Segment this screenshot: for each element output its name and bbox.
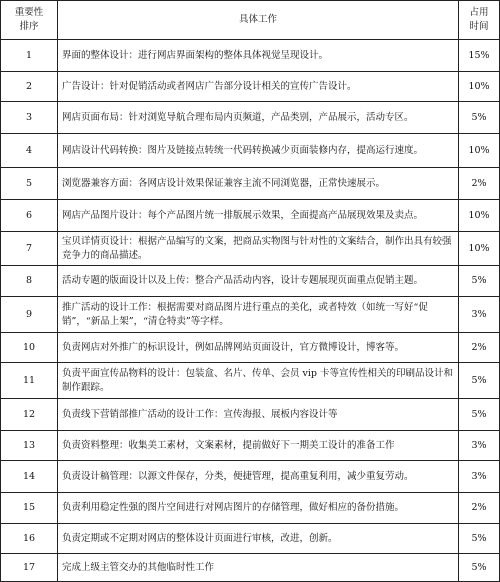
rank-cell: 1: [1, 40, 58, 72]
table-row: [1, 134, 500, 168]
header-time-line2: 时间: [469, 21, 489, 32]
rank-cell: 7: [1, 232, 58, 266]
table-row: [1, 168, 500, 200]
time-cell: 10%: [459, 200, 500, 232]
table-row: [1, 200, 500, 232]
time-cell: 5%: [459, 363, 500, 399]
rank-cell: 3: [1, 102, 58, 134]
time-cell: 10%: [459, 72, 500, 102]
table-row: [1, 232, 500, 266]
time-cell: 3%: [459, 461, 500, 493]
work-cell: 宝贝详情页设计：根据产品编写的文案，把商品实物图与针对性的文案结合，制作出具有较强竞争力的商品描述。: [58, 232, 459, 266]
time-cell: 5%: [459, 524, 500, 554]
rank-cell: 8: [1, 266, 58, 297]
header-rank: [1, 1, 58, 40]
rank-cell: 4: [1, 134, 58, 168]
time-cell: 10%: [459, 134, 500, 168]
work-cell: 网店页面布局：针对浏览导航合理布局内页频道，产品类别，产品展示，活动专区。: [58, 102, 459, 134]
work-cell: 负责定期或不定期对网店的整体设计页面进行审核，改进，创新。: [58, 524, 459, 554]
rank-cell: 2: [1, 72, 58, 102]
rank-cell: 16: [1, 524, 58, 554]
table-row: [1, 40, 500, 72]
rank-cell: 17: [1, 554, 58, 582]
table-row: [1, 554, 500, 582]
rank-cell: 9: [1, 297, 58, 333]
rank-cell: 11: [1, 363, 58, 399]
table-row: [1, 297, 500, 333]
work-cell: 负责设计稿管理：以源文件保存，分类，便捷管理，提高重复利用，减少重复劳动。: [58, 461, 459, 493]
work-cell: 负责利用稳定性强的图片空间进行对网店图片的存储管理，做好相应的备份措施。: [58, 493, 459, 524]
time-cell: 3%: [459, 431, 500, 461]
rank-cell: 10: [1, 333, 58, 363]
time-cell: 2%: [459, 168, 500, 200]
table-row: [1, 399, 500, 431]
table-body: [1, 40, 500, 582]
work-cell: 浏览器兼容方面：各网店设计效果保证兼容主流不同浏览器，正常快速展示。: [58, 168, 459, 200]
time-cell: 10%: [459, 232, 500, 266]
rank-cell: 14: [1, 461, 58, 493]
work-cell: 推广活动的设计工作：根据需要对商品图片进行重点的美化，或者特效（如统一写好“促销”，“新品上架”，“清仓特卖”等字样。: [58, 297, 459, 333]
header-time-line1: 占用: [469, 7, 489, 18]
header-rank-line1: 重要性: [14, 7, 44, 18]
work-cell: 活动专题的版面设计以及上传：整合产品活动内容，设计专题展现页面重点促销主题。: [58, 266, 459, 297]
time-cell: 3%: [459, 297, 500, 333]
work-cell: 负责线下营销部推广活动的设计工作：宣传海报、展板内容设计等: [58, 399, 459, 431]
header-rank-line2: 排序: [19, 21, 39, 32]
header-time: [459, 1, 500, 40]
work-cell: 网店设计代码转换：图片及链接点转统一代码转换减少页面装修内存，提高运行速度。: [58, 134, 459, 168]
table-row: [1, 461, 500, 493]
table-row: [1, 102, 500, 134]
table-row: [1, 72, 500, 102]
rank-cell: 6: [1, 200, 58, 232]
table-row: [1, 363, 500, 399]
work-cell: 界面的整体设计：进行网店界面架构的整体具体视觉呈现设计。: [58, 40, 459, 72]
rank-cell: 15: [1, 493, 58, 524]
table-row: [1, 524, 500, 554]
time-cell: 5%: [459, 102, 500, 134]
rank-cell: 5: [1, 168, 58, 200]
time-cell: 5%: [459, 554, 500, 582]
table-row: [1, 431, 500, 461]
time-cell: 15%: [459, 40, 500, 72]
time-cell: 2%: [459, 333, 500, 363]
work-cell: 广告设计：针对促销活动或者网店广告部分设计相关的宣传广告设计。: [58, 72, 459, 102]
work-cell: 负责资料整理：收集美工素材，文案素材，提前做好下一期美工设计的准备工作: [58, 431, 459, 461]
table-row: [1, 266, 500, 297]
work-cell: 负责平面宣传品物料的设计：包装盒、名片、传单、会员 vip 卡等宣传性相关的印刷品设计和制作跟踪。: [58, 363, 459, 399]
time-cell: 5%: [459, 266, 500, 297]
table-row: [1, 493, 500, 524]
rank-cell: 13: [1, 431, 58, 461]
work-cell: 网店产品图片设计：每个产品图片统一排版展示效果，全面提高产品展现效果及卖点。: [58, 200, 459, 232]
table-header-row: [1, 1, 500, 40]
time-cell: 5%: [459, 399, 500, 431]
work-cell: 完成上级主管交办的其他临时性工作: [58, 554, 459, 582]
header-work: 具体工作: [58, 1, 459, 40]
table-row: [1, 333, 500, 363]
time-cell: 2%: [459, 493, 500, 524]
rank-cell: 12: [1, 399, 58, 431]
work-cell: 负责网店对外推广的标识设计，例如品牌网站页面设计，官方微博设计，博客等。: [58, 333, 459, 363]
